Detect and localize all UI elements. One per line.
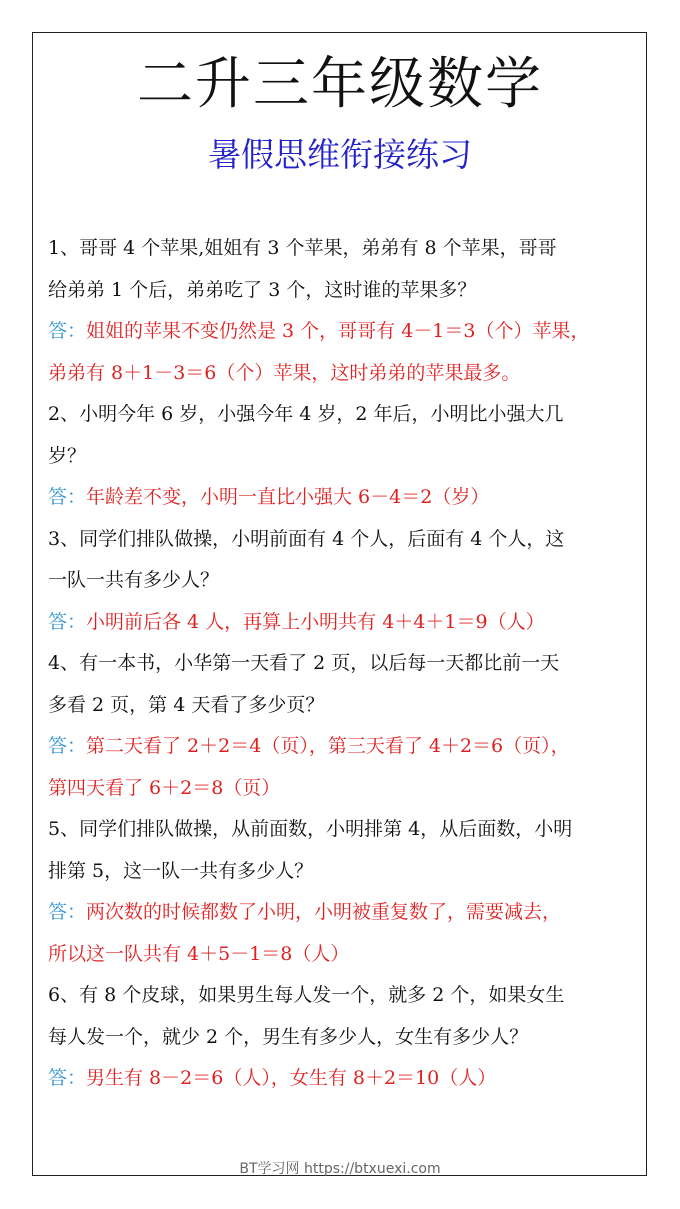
question-text: 1、哥哥 4 个苹果,姐姐有 3 个苹果，弟弟有 8 个苹果，哥哥 [48, 237, 557, 259]
question-text: 岁？ [48, 444, 87, 467]
answer-line [48, 892, 638, 934]
answer-text: 小明前后各 4 人，再算上小明共有 4＋4＋1＝9（人） [86, 610, 545, 633]
page-title: 二升三年级数学 [137, 52, 543, 117]
answer-line [48, 934, 638, 976]
question-line [48, 560, 638, 602]
footer-watermark: BT学习网 https://btxuexi.com [239, 1161, 441, 1177]
answer-label: 答： [48, 610, 87, 633]
answer-label: 答： [48, 320, 87, 342]
question-line [48, 519, 638, 561]
question-text: 6、有 8 个皮球，如果男生每人发一个，就多 2 个，如果女生 [48, 984, 565, 1006]
answer-label: 答： [48, 901, 87, 923]
answer-line [48, 353, 638, 395]
question-text: 多看 2 页，第 4 天看了多少页？ [48, 693, 325, 716]
question-line [48, 685, 638, 727]
answer-text: 姐姐的苹果不变仍然是 3 个，哥哥有 4－1＝3（个）苹果， [86, 320, 590, 342]
question-text: 一队一共有多少人？ [48, 569, 220, 591]
question-text: 排第 5，这一队一共有多少人？ [48, 859, 314, 882]
question-line [48, 228, 638, 270]
question-line [48, 809, 638, 851]
question-line [48, 270, 638, 312]
question-line [48, 394, 638, 436]
question-text: 4、有一本书，小华第一天看了 2 页，以后每一天都比前一天 [48, 652, 560, 674]
answer-text: 年龄差不变，小明一直比小强大 6－4＝2（岁） [86, 486, 490, 508]
question-line [48, 851, 638, 893]
answer-text: 男生有 8－2＝6（人），女生有 8＋2＝10（人） [86, 1067, 497, 1089]
answer-line [48, 477, 638, 519]
answer-line [48, 311, 638, 353]
question-line [48, 436, 638, 478]
question-text: 2、小明今年 6 岁，小强今年 4 岁，2 年后，小明比小强大几 [48, 403, 564, 425]
question-line [48, 1017, 638, 1059]
question-line [48, 975, 638, 1017]
question-text: 每人发一个，就少 2 个，男生有多少人，女生有多少人？ [48, 1025, 529, 1048]
answer-text: 弟弟有 8＋1－3＝6（个）苹果，这时弟弟的苹果最多。 [48, 361, 521, 384]
answer-text: 第二天看了 2＋2＝4（页），第三天看了 4＋2＝6（页）， [86, 735, 570, 757]
answer-line [48, 726, 638, 768]
question-text: 5、同学们排队做操，从前面数，小明排第 4，从后面数，小明 [48, 818, 573, 840]
answer-line [48, 768, 638, 810]
page-subtitle: 暑假思维衔接练习 [208, 135, 472, 174]
answer-label: 答： [48, 486, 87, 508]
question-text: 给弟弟 1 个后，弟弟吃了 3 个，这时谁的苹果多？ [48, 278, 477, 301]
answer-text: 所以这一队共有 4＋5－1＝8（人） [48, 942, 350, 965]
question-line [48, 643, 638, 685]
answer-label: 答： [48, 735, 87, 757]
answer-line [48, 1058, 638, 1100]
answer-text: 两次数的时候都数了小明，小明被重复数了，需要减去， [86, 901, 562, 923]
answer-line [48, 602, 638, 644]
answer-text: 第四天看了 6＋2＝8（页） [48, 776, 281, 799]
question-text: 3、同学们排队做操，小明前面有 4 个人，后面有 4 个人，这 [48, 527, 565, 550]
answer-label: 答： [48, 1067, 87, 1089]
worksheet-content [48, 228, 638, 1100]
